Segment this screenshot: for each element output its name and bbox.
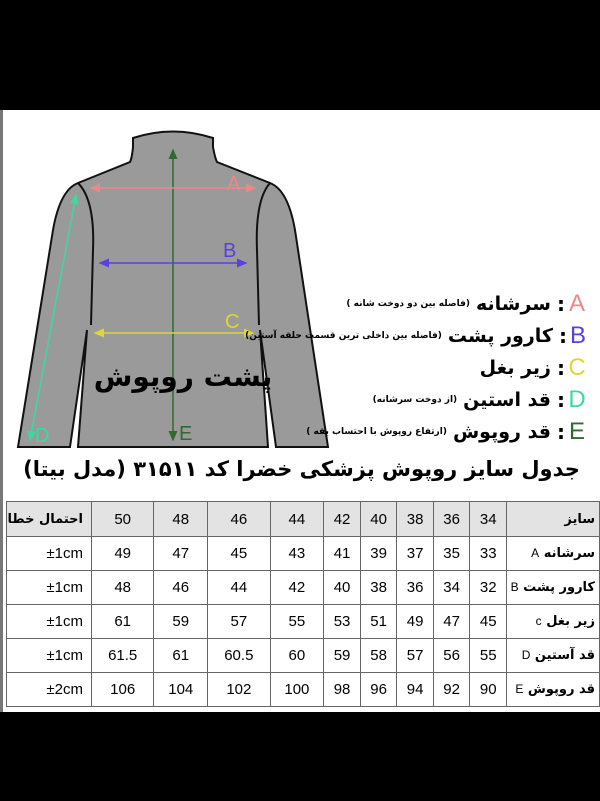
value-cell: 102 <box>208 673 270 707</box>
legend-item-b: B : کارور پشت (فاصله بین داخلی ترین قسمت حلقه آستین) <box>245 322 586 349</box>
value-cell: 48 <box>92 571 154 605</box>
size-header: 48 <box>154 502 208 537</box>
row-label-letter: B <box>510 580 519 594</box>
value-cell: 55 <box>270 605 324 639</box>
row-label-text: زیر بغل <box>546 614 595 629</box>
mark-c: C <box>225 311 240 333</box>
value-cell: 47 <box>433 605 470 639</box>
value-cell: 45 <box>208 537 270 571</box>
size-table <box>6 501 600 707</box>
table-row <box>7 571 600 605</box>
row-label-letter: D <box>521 648 531 662</box>
size-chart-title: جدول سایز روپوش پزشکی خضرا کد ۳۱۵۱۱ (مدل بیتا) <box>23 457 580 481</box>
legend-item-c: C : زیر بغل <box>479 354 586 381</box>
legend-name: کارور پشت <box>447 325 553 347</box>
value-cell: 47 <box>154 537 208 571</box>
legend-letter: C <box>568 354 586 381</box>
value-cell: 51 <box>360 605 397 639</box>
value-cell: 34 <box>433 571 470 605</box>
size-header-label: سایز <box>507 502 600 537</box>
value-cell: 59 <box>154 605 208 639</box>
table-header-row <box>7 502 600 537</box>
value-cell: 42 <box>270 571 324 605</box>
value-cell: 45 <box>470 605 507 639</box>
legend-name: قد استین <box>463 389 551 411</box>
size-header: 50 <box>92 502 154 537</box>
value-cell: 39 <box>360 537 397 571</box>
legend-note: (از دوخت سرشانه) <box>372 395 458 405</box>
size-header: 40 <box>360 502 397 537</box>
mark-a: A <box>227 173 241 195</box>
value-cell: 55 <box>470 639 507 673</box>
value-cell: 94 <box>397 673 434 707</box>
legend-letter: A <box>568 290 585 317</box>
legend-note: (فاصله بین داخلی ترین قسمت حلقه آستین) <box>245 331 442 341</box>
row-label <box>507 571 600 605</box>
value-cell: 100 <box>270 673 324 707</box>
legend-letter: D <box>568 386 586 413</box>
mark-b: B <box>223 240 237 262</box>
value-cell: 106 <box>92 673 154 707</box>
size-guide-sheet <box>0 110 600 712</box>
value-cell: 59 <box>324 639 361 673</box>
value-cell: 32 <box>470 571 507 605</box>
table-row <box>7 605 600 639</box>
row-label <box>507 673 600 707</box>
legend-item-a: A : سرشانه (فاصله بین دو دوخت شانه ) <box>346 290 585 317</box>
value-cell: 38 <box>360 571 397 605</box>
value-cell: 46 <box>154 571 208 605</box>
value-cell: 57 <box>397 639 434 673</box>
legend-name: قد روپوش <box>452 421 551 443</box>
legend-item-e: E : قد روپوش (ارتفاع روپوش با احتساب یقه ) <box>306 418 585 445</box>
value-cell: 98 <box>324 673 361 707</box>
value-cell: 33 <box>470 537 507 571</box>
row-label-letter: E <box>515 682 524 696</box>
value-cell: 60 <box>270 639 324 673</box>
value-cell: 43 <box>270 537 324 571</box>
size-header: 38 <box>397 502 434 537</box>
value-cell: 61 <box>154 639 208 673</box>
legend-name: سرشانه <box>476 293 551 315</box>
legend-letter: E <box>568 418 585 445</box>
row-label <box>507 605 600 639</box>
legend-item-d: D : قد استین (از دوخت سرشانه) <box>372 386 586 413</box>
row-label-letter: c <box>535 614 542 628</box>
size-header: 46 <box>208 502 270 537</box>
value-cell: 104 <box>154 673 208 707</box>
value-cell: 53 <box>324 605 361 639</box>
table-row <box>7 537 600 571</box>
legend-note: (فاصله بین دو دوخت شانه ) <box>346 299 471 309</box>
row-label <box>507 639 600 673</box>
row-label <box>507 537 600 571</box>
value-cell: 61.5 <box>92 639 154 673</box>
value-cell: 58 <box>360 639 397 673</box>
mark-d: D <box>35 425 50 447</box>
value-cell: 40 <box>324 571 361 605</box>
size-header: 36 <box>433 502 470 537</box>
error-cell: ±1cm <box>7 605 92 639</box>
row-label-letter: A <box>531 546 540 560</box>
value-cell: 36 <box>397 571 434 605</box>
size-header: 44 <box>270 502 324 537</box>
value-cell: 56 <box>433 639 470 673</box>
value-cell: 92 <box>433 673 470 707</box>
measurement-legend <box>245 288 586 448</box>
error-header: احتمال خطا <box>7 502 92 537</box>
error-cell: ±1cm <box>7 571 92 605</box>
table-row <box>7 673 600 707</box>
value-cell: 96 <box>360 673 397 707</box>
error-cell: ±1cm <box>7 537 92 571</box>
error-cell: ±1cm <box>7 639 92 673</box>
value-cell: 49 <box>92 537 154 571</box>
legend-note: (ارتفاع روپوش با احتساب یقه ) <box>306 427 447 437</box>
row-label-text: قد روپوش <box>527 682 595 697</box>
value-cell: 90 <box>470 673 507 707</box>
table-row <box>7 639 600 673</box>
value-cell: 57 <box>208 605 270 639</box>
error-cell: ±2cm <box>7 673 92 707</box>
value-cell: 60.5 <box>208 639 270 673</box>
value-cell: 35 <box>433 537 470 571</box>
row-label-text: کارور پشت <box>523 580 595 595</box>
value-cell: 61 <box>92 605 154 639</box>
value-cell: 44 <box>208 571 270 605</box>
legend-name: زیر بغل <box>479 357 551 379</box>
row-label-text: قد آستین <box>534 648 595 663</box>
row-label-text: سرشانه <box>543 546 595 561</box>
size-header: 34 <box>470 502 507 537</box>
legend-letter: B <box>569 322 586 349</box>
mark-e: E <box>179 423 193 445</box>
value-cell: 37 <box>397 537 434 571</box>
value-cell: 49 <box>397 605 434 639</box>
size-header: 42 <box>324 502 361 537</box>
back-label: پشت روپوش <box>93 360 273 393</box>
value-cell: 41 <box>324 537 361 571</box>
